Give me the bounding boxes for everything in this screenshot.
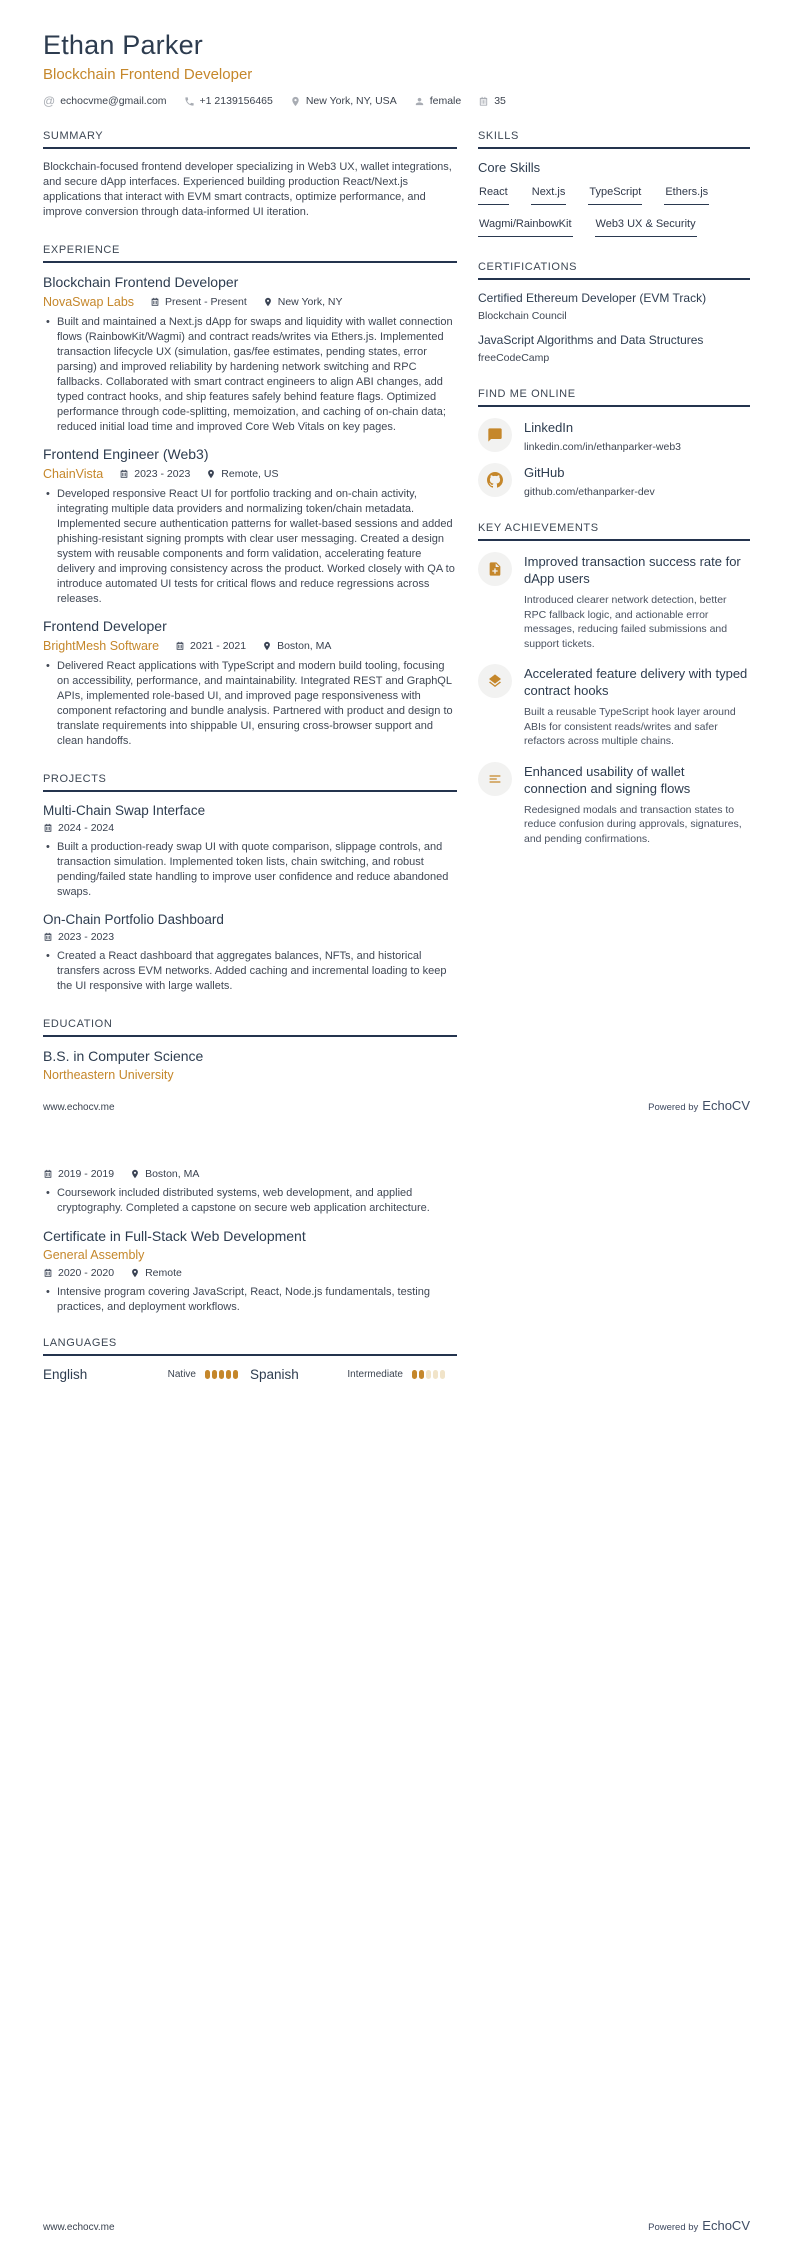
language-name: Spanish bbox=[250, 1367, 299, 1382]
achievement-description: Redesigned modals and transaction states to reduce confusion during approvals, signatures, and pending confirmations. bbox=[524, 803, 742, 845]
pin-icon bbox=[206, 469, 216, 479]
footer-site-link[interactable]: www.echocv.me bbox=[43, 1102, 115, 1113]
certification-issuer: Blockchain Council bbox=[478, 310, 567, 322]
section-key-achievements bbox=[478, 522, 750, 846]
key-achievements-heading: KEY ACHIEVEMENTS bbox=[478, 522, 750, 541]
certification-entry bbox=[478, 291, 750, 322]
job-dates: Present - Present bbox=[150, 296, 247, 308]
achievement-description: Introduced clearer network detection, better RPC fallback logic, and actionable error messages, reducing failed submissions and support tickets. bbox=[524, 594, 728, 650]
education-meta bbox=[43, 1267, 457, 1279]
section-projects bbox=[43, 773, 457, 994]
calendar-icon bbox=[43, 932, 53, 942]
person-name: Ethan Parker bbox=[43, 30, 203, 60]
job-title: Frontend Engineer (Web3) bbox=[43, 446, 209, 462]
contact-location: New York, NY, USA bbox=[290, 95, 397, 107]
pin-icon bbox=[290, 96, 301, 107]
education-entry bbox=[43, 1228, 457, 1315]
bullet-item: • Developed responsive React UI for portfolio tracking and on-chain activity, integrating multiple data providers and normalizing token/chain metadata. Implemented secure authentication patterns for wallet-based sessions and added phishing-resistant signing prompts with clear user messaging. Created a design system with reusable components and form validation, accelerating feature delivery and improving consistency across the product. Worked closely with QA to introduce automated UI tests for critical flows and reduce regressions across releases. bbox=[57, 487, 457, 607]
section-education bbox=[43, 1018, 457, 1082]
summary-text: Blockchain-focused frontend developer specializing in Web3 UX, wallet integrations, and secure dApp interfaces. Experienced building production React/Next.js applications that interact with EVM smart contracts, optimize performance, and improve conversion through data-informed UI iteration. bbox=[43, 161, 452, 218]
certifications-heading: CERTIFICATIONS bbox=[478, 261, 750, 280]
job-bullets bbox=[43, 487, 457, 607]
skills-heading: SKILLS bbox=[478, 130, 750, 149]
project-dates: 2023 - 2023 bbox=[43, 931, 114, 943]
job-dates: 2021 - 2021 bbox=[175, 640, 246, 652]
contact-gender: female bbox=[414, 95, 462, 107]
project-meta bbox=[43, 822, 457, 834]
skill-item: Wagmi/RainbowKit bbox=[478, 218, 573, 237]
section-summary bbox=[43, 130, 457, 220]
job-meta bbox=[43, 467, 457, 481]
contact-email[interactable]: @ echocvme@gmail.com bbox=[43, 94, 167, 108]
echocv-brand[interactable]: EchoCV bbox=[702, 1098, 750, 1113]
language-proficiency-dots bbox=[410, 1370, 445, 1379]
language-entry-spanish bbox=[250, 1367, 445, 1382]
projects-heading: PROJECTS bbox=[43, 773, 457, 792]
section-certifications bbox=[478, 261, 750, 364]
skill-item: Web3 UX & Security bbox=[595, 218, 697, 237]
profile-url[interactable]: github.com/ethanparker-dev bbox=[524, 486, 655, 498]
project-bullets bbox=[43, 949, 457, 994]
certification-issuer: freeCodeCamp bbox=[478, 352, 550, 364]
language-entry-english bbox=[43, 1367, 238, 1382]
job-location: Remote, US bbox=[206, 468, 278, 480]
education-dates: 2020 - 2020 bbox=[43, 1267, 114, 1279]
job-bullets bbox=[43, 659, 457, 749]
pin-icon bbox=[130, 1169, 140, 1179]
skill-item: Next.js bbox=[531, 186, 567, 205]
layers-icon bbox=[478, 664, 512, 698]
job-headline: Blockchain Frontend Developer bbox=[43, 66, 253, 83]
achievement-title: Accelerated feature delivery with typed contract hooks bbox=[524, 666, 748, 698]
profile-github bbox=[478, 463, 750, 498]
project-entry bbox=[43, 912, 457, 994]
echocv-brand[interactable]: EchoCV bbox=[702, 2218, 750, 2233]
file-plus-icon bbox=[478, 552, 512, 586]
powered-by: Powered by EchoCV bbox=[648, 1098, 750, 1113]
footer-site-link[interactable]: www.echocv.me bbox=[43, 2222, 115, 2233]
calendar-icon bbox=[43, 823, 53, 833]
job-bullets bbox=[43, 315, 457, 435]
education-entry bbox=[43, 1048, 457, 1082]
pin-icon bbox=[262, 641, 272, 651]
contact-phone[interactable]: +1 2139156465 bbox=[184, 95, 273, 107]
job-meta bbox=[43, 295, 457, 309]
job-title: Blockchain Frontend Developer bbox=[43, 274, 239, 290]
language-level: Intermediate bbox=[347, 1369, 403, 1380]
section-languages bbox=[43, 1337, 457, 1382]
section-find-me-online bbox=[478, 388, 750, 498]
contact-row bbox=[43, 95, 750, 107]
company-name: NovaSwap Labs bbox=[43, 295, 135, 309]
project-entry bbox=[43, 803, 457, 900]
project-title: On-Chain Portfolio Dashboard bbox=[43, 912, 224, 927]
job-entry bbox=[43, 274, 457, 435]
left-column-page2 bbox=[43, 1163, 457, 1406]
language-name: English bbox=[43, 1367, 88, 1382]
project-dates: 2024 - 2024 bbox=[43, 822, 114, 834]
github-icon bbox=[478, 463, 512, 497]
education-dates: 2019 - 2019 bbox=[43, 1168, 114, 1180]
job-location: New York, NY bbox=[263, 296, 343, 308]
summary-heading: SUMMARY bbox=[43, 130, 457, 149]
calendar-icon bbox=[43, 1169, 53, 1179]
calendar-icon bbox=[119, 469, 129, 479]
project-bullets bbox=[43, 840, 457, 900]
skills-group-title: Core Skills bbox=[478, 160, 541, 175]
degree-title: B.S. in Computer Science bbox=[43, 1048, 204, 1064]
skill-item: TypeScript bbox=[588, 186, 642, 205]
text-lines-icon bbox=[478, 762, 512, 796]
bullet-item: • Created a React dashboard that aggregates balances, NFTs, and historical transfers across EVM networks. Added caching and incremental loading to keep the UI responsive with large wallets. bbox=[57, 949, 457, 994]
job-entry bbox=[43, 618, 457, 749]
achievement-entry bbox=[478, 664, 750, 749]
achievement-title: Improved transaction success rate for dApp users bbox=[524, 554, 741, 586]
achievement-entry bbox=[478, 762, 750, 847]
certification-entry bbox=[478, 333, 750, 364]
skill-item: Ethers.js bbox=[664, 186, 709, 205]
job-meta bbox=[43, 639, 457, 653]
languages-heading: LANGUAGES bbox=[43, 1337, 457, 1356]
bullet-item: • Built a production-ready swap UI with quote comparison, slippage controls, and transaction simulation. Implemented token lists, chain switching, and robust pending/failed state handling to improve user confidence and reduce abandoned swaps. bbox=[57, 840, 457, 900]
bullet-item: • Delivered React applications with TypeScript and modern build tooling, focusing on accessibility, performance, and maintainability. Integrated REST and GraphQL APIs, implemented role-based UI, and improved page responsiveness with component refactoring and bundle analysis. Partnered with product and design to translate requirements into shippable UI, ensuring cross-browser support and clean handoffs. bbox=[57, 659, 457, 749]
page1-footer bbox=[43, 1098, 750, 1113]
calendar-icon bbox=[478, 96, 489, 107]
at-icon: @ bbox=[43, 94, 56, 108]
section-skills bbox=[478, 130, 750, 237]
calendar-icon bbox=[150, 297, 160, 307]
education-location: Remote bbox=[130, 1267, 182, 1279]
education-bullets bbox=[43, 1186, 457, 1216]
skill-item: React bbox=[478, 186, 509, 205]
chat-bubble-icon bbox=[478, 418, 512, 452]
school-name: Northeastern University bbox=[43, 1068, 174, 1082]
phone-icon bbox=[184, 96, 195, 107]
skill-list bbox=[478, 186, 750, 237]
education-heading: EDUCATION bbox=[43, 1018, 457, 1037]
education-meta bbox=[43, 1168, 457, 1180]
section-experience bbox=[43, 244, 457, 749]
school-name: General Assembly bbox=[43, 1248, 145, 1262]
find-me-online-heading: FIND ME ONLINE bbox=[478, 388, 750, 407]
job-title: Frontend Developer bbox=[43, 618, 167, 634]
resume-header bbox=[43, 30, 750, 107]
powered-by: Powered by EchoCV bbox=[648, 2218, 750, 2233]
certification-title: JavaScript Algorithms and Data Structures bbox=[478, 333, 704, 347]
contact-age: 35 bbox=[478, 95, 506, 107]
page2-footer bbox=[43, 2218, 750, 2233]
pin-icon bbox=[263, 297, 273, 307]
education-location: Boston, MA bbox=[130, 1168, 199, 1180]
calendar-icon bbox=[43, 1268, 53, 1278]
profile-url[interactable]: linkedin.com/in/ethanparker-web3 bbox=[524, 441, 682, 453]
language-row bbox=[43, 1367, 457, 1382]
right-column bbox=[478, 130, 750, 870]
achievement-description: Built a reusable TypeScript hook layer around ABIs for consistent reads/writes and safer refactors across multiple chains. bbox=[524, 706, 736, 747]
bullet-item: • Intensive program covering JavaScript, React, Node.js fundamentals, testing practices, and deployment workflows. bbox=[57, 1285, 457, 1315]
profile-name: GitHub bbox=[524, 465, 565, 480]
project-meta bbox=[43, 931, 457, 943]
education-bullets bbox=[43, 1285, 457, 1315]
certification-title: Certified Ethereum Developer (EVM Track) bbox=[478, 291, 707, 305]
project-title: Multi-Chain Swap Interface bbox=[43, 803, 206, 818]
language-level: Native bbox=[167, 1369, 196, 1380]
person-icon bbox=[414, 96, 425, 107]
company-name: ChainVista bbox=[43, 467, 104, 481]
language-proficiency-dots bbox=[203, 1370, 238, 1379]
education-entry-continued bbox=[43, 1168, 457, 1216]
job-dates: 2023 - 2023 bbox=[119, 468, 190, 480]
profile-linkedin bbox=[478, 418, 750, 453]
bullet-item: • Coursework included distributed systems, web development, and applied cryptography. Completed a capstone on secure web application architecture. bbox=[57, 1186, 457, 1216]
job-entry bbox=[43, 446, 457, 607]
experience-heading: EXPERIENCE bbox=[43, 244, 457, 263]
profile-name: LinkedIn bbox=[524, 420, 574, 435]
company-name: BrightMesh Software bbox=[43, 639, 160, 653]
pin-icon bbox=[130, 1268, 140, 1278]
achievement-entry bbox=[478, 552, 750, 651]
bullet-item: • Built and maintained a Next.js dApp for swaps and liquidity with wallet connection flows (RainbowKit/Wagmi) and contract reads/writes via Ethers.js. Implemented transaction lifecycle UX (simulation, gas/fee estimates, pending states, error parsing) and improved reliability by hardening network switching and RPC fallbacks. Collaborated with smart contract engineers to align ABI changes, add typed contract hooks, and ship features safely behind feature flags. Optimized performance through code-splitting, memoization, and caching of on-chain data; reduced initial load time and improved Core Web Vitals on key pages. bbox=[57, 315, 457, 435]
degree-title: Certificate in Full-Stack Web Development bbox=[43, 1228, 306, 1244]
left-column bbox=[43, 130, 457, 1106]
job-location: Boston, MA bbox=[262, 640, 331, 652]
calendar-icon bbox=[175, 641, 185, 651]
achievement-title: Enhanced usability of wallet connection and signing flows bbox=[524, 763, 691, 796]
